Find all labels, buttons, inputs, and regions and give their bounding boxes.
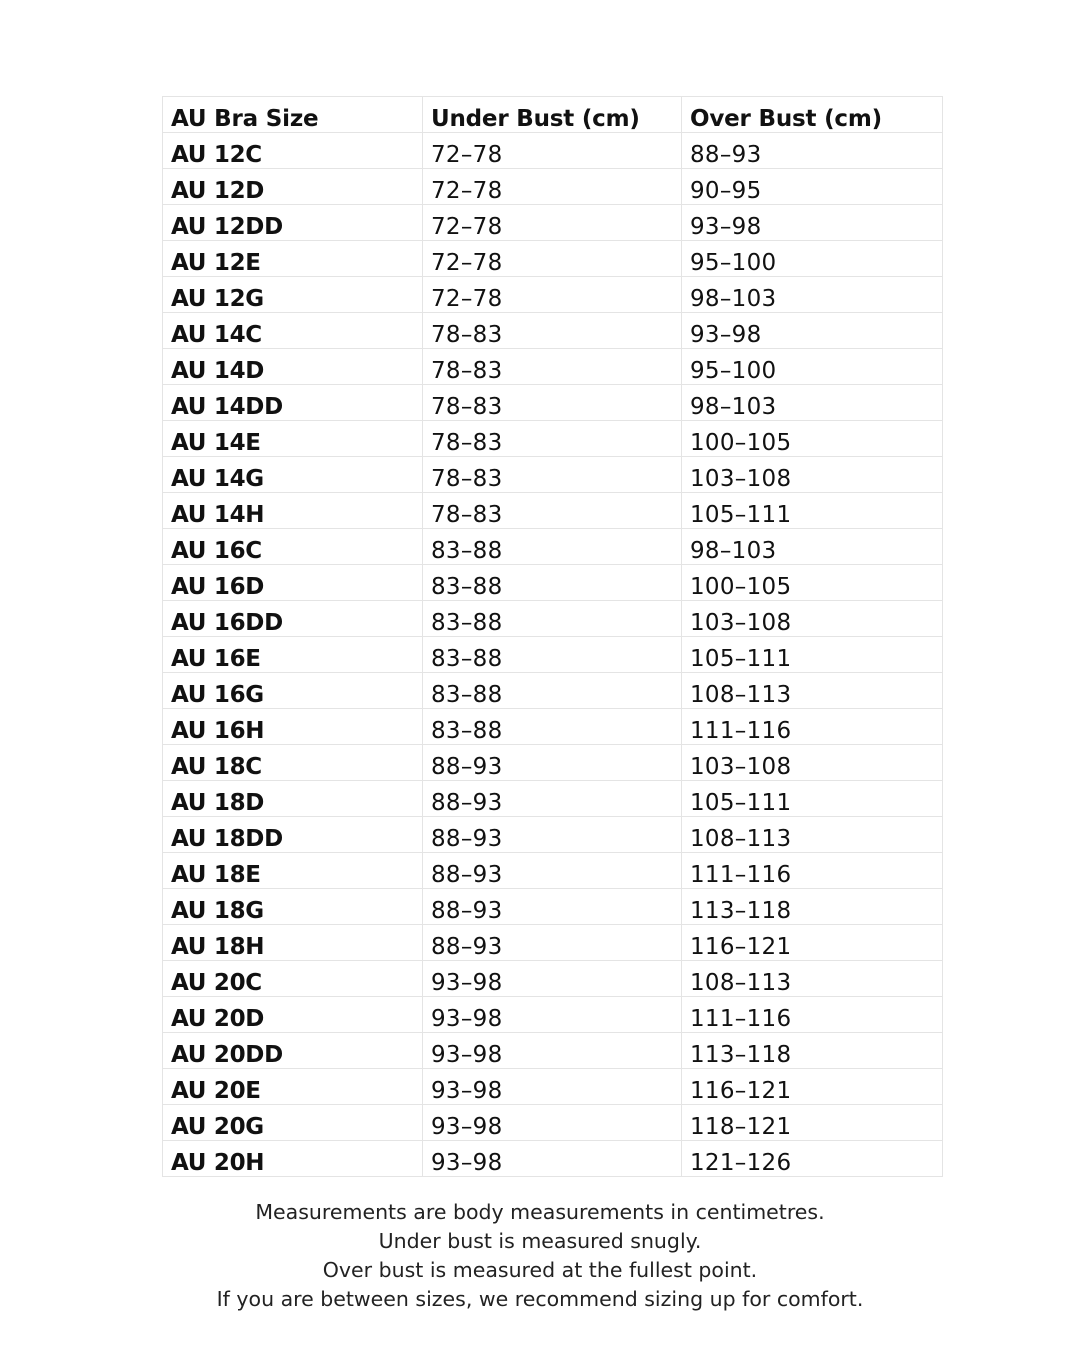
size-cell: AU 20D bbox=[163, 997, 423, 1033]
size-cell: AU 18DD bbox=[163, 817, 423, 853]
table-row bbox=[163, 1105, 943, 1141]
under-bust-cell: 93–98 bbox=[423, 1033, 682, 1069]
under-bust-cell: 78–83 bbox=[423, 421, 682, 457]
header-au-bra-size: AU Bra Size bbox=[163, 97, 423, 133]
over-bust-cell: 98–103 bbox=[682, 385, 943, 421]
size-cell: AU 20DD bbox=[163, 1033, 423, 1069]
size-cell: AU 12C bbox=[163, 133, 423, 169]
under-bust-cell: 78–83 bbox=[423, 385, 682, 421]
table-row bbox=[163, 781, 943, 817]
size-cell: AU 18D bbox=[163, 781, 423, 817]
over-bust-cell: 118–121 bbox=[682, 1105, 943, 1141]
under-bust-cell: 83–88 bbox=[423, 529, 682, 565]
size-cell: AU 16D bbox=[163, 565, 423, 601]
over-bust-cell: 105–111 bbox=[682, 781, 943, 817]
over-bust-cell: 103–108 bbox=[682, 745, 943, 781]
table-row bbox=[163, 1033, 943, 1069]
size-cell: AU 16H bbox=[163, 709, 423, 745]
over-bust-cell: 113–118 bbox=[682, 1033, 943, 1069]
under-bust-cell: 72–78 bbox=[423, 133, 682, 169]
size-cell: AU 18G bbox=[163, 889, 423, 925]
header-row bbox=[163, 97, 943, 133]
over-bust-cell: 98–103 bbox=[682, 277, 943, 313]
under-bust-cell: 93–98 bbox=[423, 1069, 682, 1105]
header-under-bust: Under Bust (cm) bbox=[423, 97, 682, 133]
under-bust-cell: 93–98 bbox=[423, 997, 682, 1033]
under-bust-cell: 88–93 bbox=[423, 745, 682, 781]
over-bust-cell: 93–98 bbox=[682, 313, 943, 349]
table-row bbox=[163, 493, 943, 529]
size-chart-table bbox=[162, 96, 943, 1177]
table-row bbox=[163, 529, 943, 565]
table-row bbox=[163, 421, 943, 457]
over-bust-cell: 113–118 bbox=[682, 889, 943, 925]
under-bust-cell: 83–88 bbox=[423, 565, 682, 601]
under-bust-cell: 83–88 bbox=[423, 709, 682, 745]
under-bust-cell: 83–88 bbox=[423, 637, 682, 673]
size-cell: AU 12DD bbox=[163, 205, 423, 241]
header-over-bust: Over Bust (cm) bbox=[682, 97, 943, 133]
over-bust-cell: 108–113 bbox=[682, 961, 943, 997]
table-row bbox=[163, 565, 943, 601]
size-cell: AU 16DD bbox=[163, 601, 423, 637]
table-row bbox=[163, 817, 943, 853]
size-cell: AU 18H bbox=[163, 925, 423, 961]
over-bust-cell: 103–108 bbox=[682, 457, 943, 493]
under-bust-cell: 78–83 bbox=[423, 313, 682, 349]
measurement-notes bbox=[0, 1198, 1080, 1314]
over-bust-cell: 93–98 bbox=[682, 205, 943, 241]
table-row bbox=[163, 1069, 943, 1105]
note-line: Over bust is measured at the fullest point. bbox=[322, 1258, 758, 1282]
table-row bbox=[163, 349, 943, 385]
under-bust-cell: 88–93 bbox=[423, 925, 682, 961]
size-cell: AU 16G bbox=[163, 673, 423, 709]
over-bust-cell: 105–111 bbox=[682, 493, 943, 529]
over-bust-cell: 116–121 bbox=[682, 1069, 943, 1105]
under-bust-cell: 72–78 bbox=[423, 169, 682, 205]
under-bust-cell: 78–83 bbox=[423, 349, 682, 385]
table-row bbox=[163, 997, 943, 1033]
size-cell: AU 14E bbox=[163, 421, 423, 457]
table-row bbox=[163, 205, 943, 241]
size-cell: AU 14H bbox=[163, 493, 423, 529]
table-row bbox=[163, 601, 943, 637]
size-cell: AU 20C bbox=[163, 961, 423, 997]
under-bust-cell: 72–78 bbox=[423, 205, 682, 241]
under-bust-cell: 72–78 bbox=[423, 277, 682, 313]
table-row bbox=[163, 673, 943, 709]
size-cell: AU 18C bbox=[163, 745, 423, 781]
under-bust-cell: 88–93 bbox=[423, 817, 682, 853]
size-cell: AU 12G bbox=[163, 277, 423, 313]
under-bust-cell: 83–88 bbox=[423, 673, 682, 709]
over-bust-cell: 95–100 bbox=[682, 349, 943, 385]
note-line: If you are between sizes, we recommend sizing up for comfort. bbox=[216, 1287, 864, 1311]
size-cell: AU 20G bbox=[163, 1105, 423, 1141]
table-row bbox=[163, 961, 943, 997]
over-bust-cell: 111–116 bbox=[682, 709, 943, 745]
over-bust-cell: 116–121 bbox=[682, 925, 943, 961]
over-bust-cell: 100–105 bbox=[682, 421, 943, 457]
size-cell: AU 14C bbox=[163, 313, 423, 349]
table-row bbox=[163, 925, 943, 961]
size-cell: AU 20E bbox=[163, 1069, 423, 1105]
table-row bbox=[163, 241, 943, 277]
under-bust-cell: 78–83 bbox=[423, 457, 682, 493]
under-bust-cell: 88–93 bbox=[423, 889, 682, 925]
under-bust-cell: 93–98 bbox=[423, 961, 682, 997]
over-bust-cell: 105–111 bbox=[682, 637, 943, 673]
note-line: Measurements are body measurements in centimetres. bbox=[255, 1200, 825, 1224]
table-row bbox=[163, 853, 943, 889]
size-cell: AU 14G bbox=[163, 457, 423, 493]
table-row bbox=[163, 1141, 943, 1177]
under-bust-cell: 78–83 bbox=[423, 493, 682, 529]
table-row bbox=[163, 313, 943, 349]
under-bust-cell: 83–88 bbox=[423, 601, 682, 637]
size-cell: AU 14DD bbox=[163, 385, 423, 421]
table-row bbox=[163, 709, 943, 745]
under-bust-cell: 93–98 bbox=[423, 1141, 682, 1177]
table-row bbox=[163, 385, 943, 421]
over-bust-cell: 98–103 bbox=[682, 529, 943, 565]
table-row bbox=[163, 133, 943, 169]
size-cell: AU 12E bbox=[163, 241, 423, 277]
under-bust-cell: 93–98 bbox=[423, 1105, 682, 1141]
table-row bbox=[163, 745, 943, 781]
size-cell: AU 20H bbox=[163, 1141, 423, 1177]
table-row bbox=[163, 637, 943, 673]
over-bust-cell: 95–100 bbox=[682, 241, 943, 277]
size-cell: AU 18E bbox=[163, 853, 423, 889]
under-bust-cell: 88–93 bbox=[423, 853, 682, 889]
table-body bbox=[163, 133, 943, 1177]
size-cell: AU 16C bbox=[163, 529, 423, 565]
over-bust-cell: 100–105 bbox=[682, 565, 943, 601]
under-bust-cell: 72–78 bbox=[423, 241, 682, 277]
size-cell: AU 14D bbox=[163, 349, 423, 385]
table-row bbox=[163, 169, 943, 205]
over-bust-cell: 88–93 bbox=[682, 133, 943, 169]
over-bust-cell: 90–95 bbox=[682, 169, 943, 205]
over-bust-cell: 103–108 bbox=[682, 601, 943, 637]
over-bust-cell: 121–126 bbox=[682, 1141, 943, 1177]
note-line: Under bust is measured snugly. bbox=[378, 1229, 702, 1253]
over-bust-cell: 111–116 bbox=[682, 853, 943, 889]
size-cell: AU 12D bbox=[163, 169, 423, 205]
table-header bbox=[163, 97, 943, 133]
table-row bbox=[163, 457, 943, 493]
over-bust-cell: 108–113 bbox=[682, 673, 943, 709]
over-bust-cell: 108–113 bbox=[682, 817, 943, 853]
size-cell: AU 16E bbox=[163, 637, 423, 673]
table-row bbox=[163, 889, 943, 925]
over-bust-cell: 111–116 bbox=[682, 997, 943, 1033]
under-bust-cell: 88–93 bbox=[423, 781, 682, 817]
table-row bbox=[163, 277, 943, 313]
